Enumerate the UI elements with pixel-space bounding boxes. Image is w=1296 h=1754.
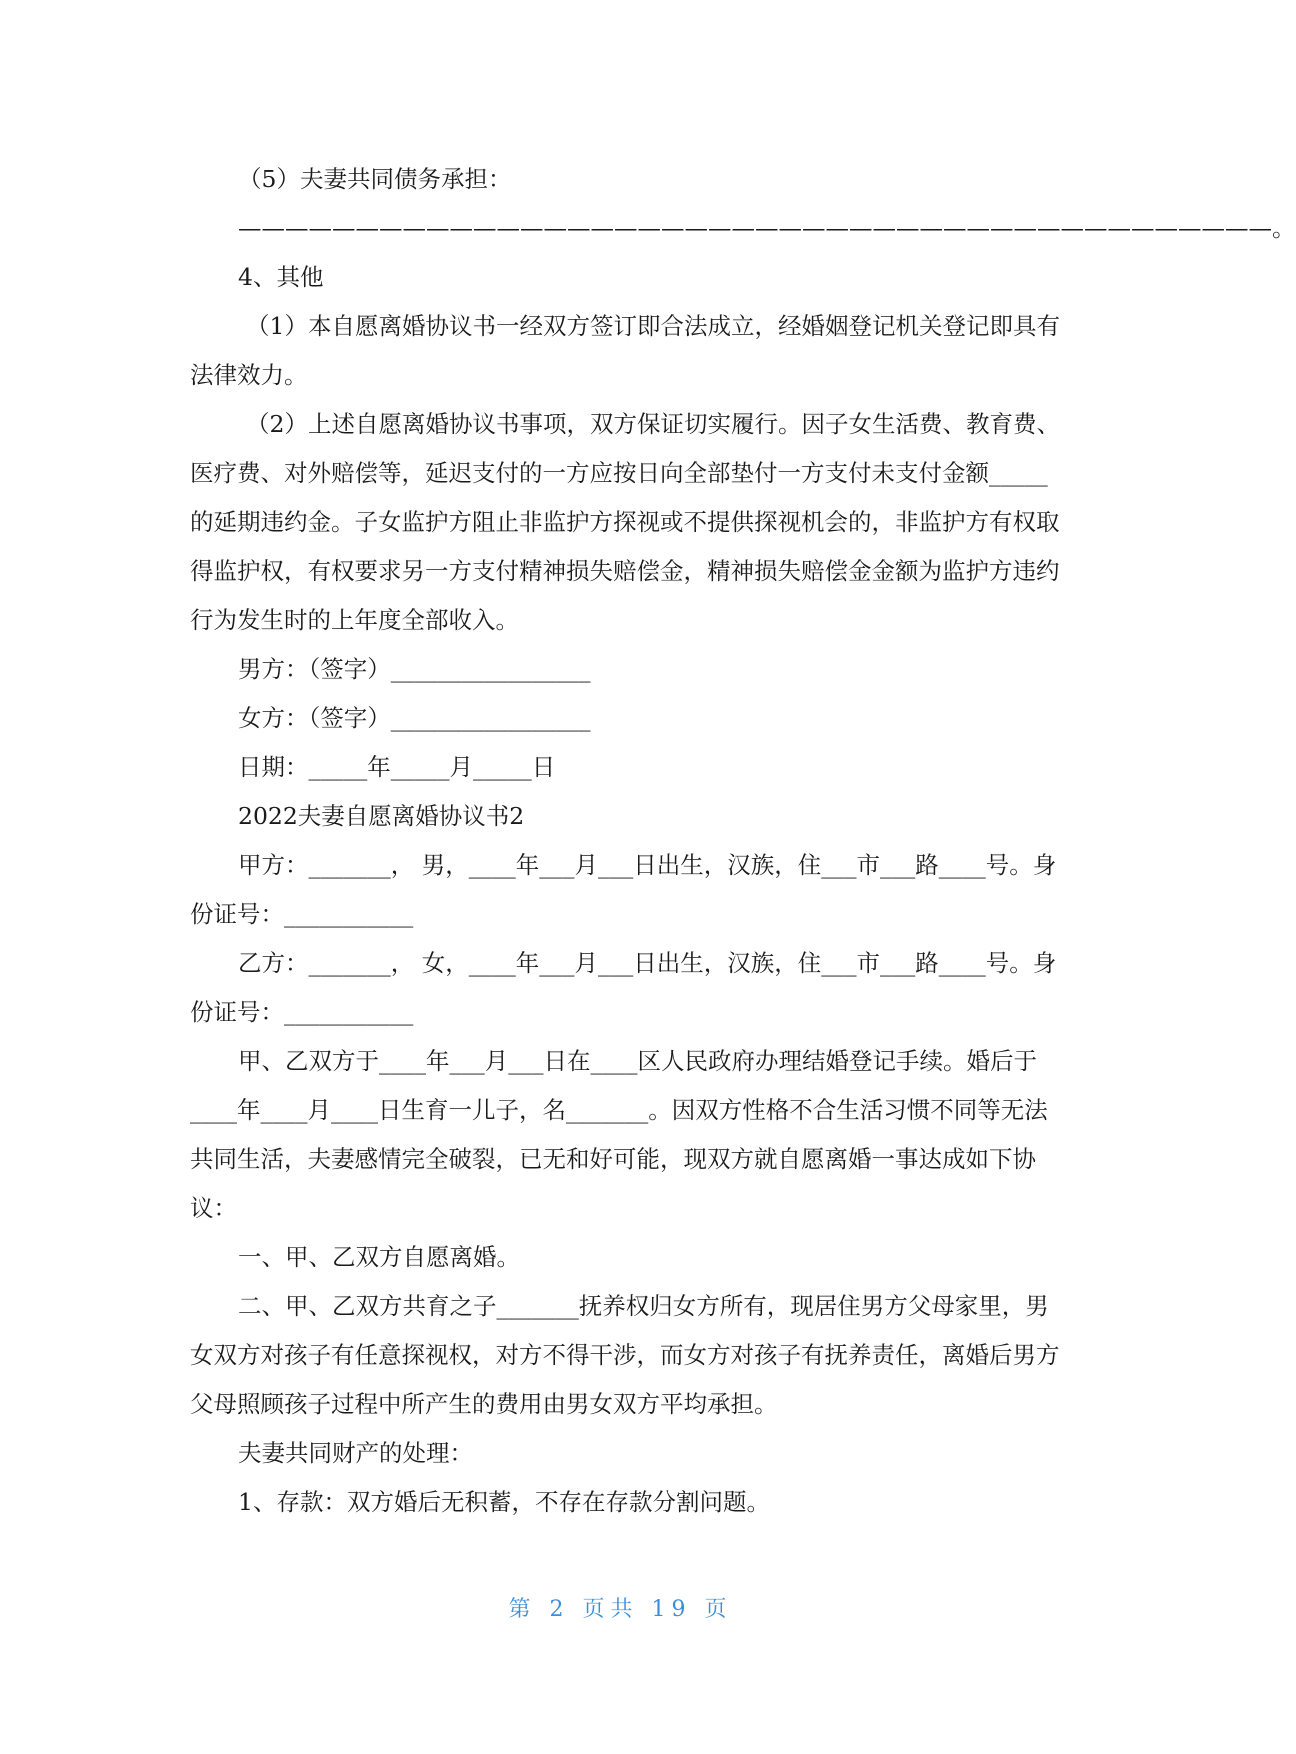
signature-date: 日期：_____年_____月_____日: [238, 753, 556, 781]
signature-female: 女方：（签字）_________________: [238, 704, 591, 732]
party-b: 乙方：_______， 女，____年___月___日出生，汉族，住___市___路____号。身份证号：___________: [190, 949, 1057, 1026]
paragraph-marriage-background: 甲、乙双方于____年___月___日在____区人民政府办理结婚登记手续。婚后于 ____年____月____日生育一儿子，名_______。因双方性格不合生活习惯不同等无法共同生活，夫妻感情完全破裂，已无和好可能，现双方就自愿离婚一事达成如下协议：: [190, 1047, 1048, 1222]
page-number-footer: 第 2 页共 19 页: [508, 1597, 733, 1622]
paragraph-other-heading: 4、其他: [238, 263, 324, 291]
document-body: [190, 155, 1296, 1527]
section-title: 2022夫妻自愿离婚协议书2: [238, 802, 525, 830]
clause-1: 一、甲、乙双方自愿离婚。: [238, 1243, 520, 1271]
party-a: 甲方：_______， 男，____年___月___日出生，汉族，住___市___路____号。身份证号：___________: [190, 851, 1057, 928]
signature-male: 男方：（签字）_________________: [238, 655, 591, 683]
property-heading: 夫妻共同财产的处理：: [238, 1439, 473, 1467]
paragraph-debt-blank-line: ————————————————————————————————————————————。: [238, 214, 1296, 242]
paragraph-debt: （5）夫妻共同债务承担：: [238, 165, 512, 193]
paragraph-other-2: （2）上述自愿离婚协议书事项，双方保证切实履行。因子女生活费、教育费、医疗费、对外赔偿等，延迟支付的一方应按日向全部垫付一方支付未支付金额_____的延期违约金。子女监护方阻止非监护方探视或不提供探视机会的，非监护方有权取得监护权，有权要求另一方支付精神损失赔偿金，精神损失赔偿金金额为监护方违约行为发生时的上年度全部收入。: [190, 410, 1060, 634]
property-item-1: 1、存款：双方婚后无积蓄，不存在存款分割问题。: [238, 1488, 770, 1516]
paragraph-other-1: （1）本自愿离婚协议书一经双方签订即合法成立，经婚姻登记机关登记即具有法律效力。: [190, 312, 1060, 389]
clause-2: 二、甲、乙双方共育之子_______抚养权归女方所有，现居住男方父母家里，男女双方对孩子有任意探视权，对方不得干涉，而女方对孩子有抚养责任，离婚后男方父母照顾孩子过程中所产生的费用由男女双方平均承担。: [190, 1292, 1060, 1418]
